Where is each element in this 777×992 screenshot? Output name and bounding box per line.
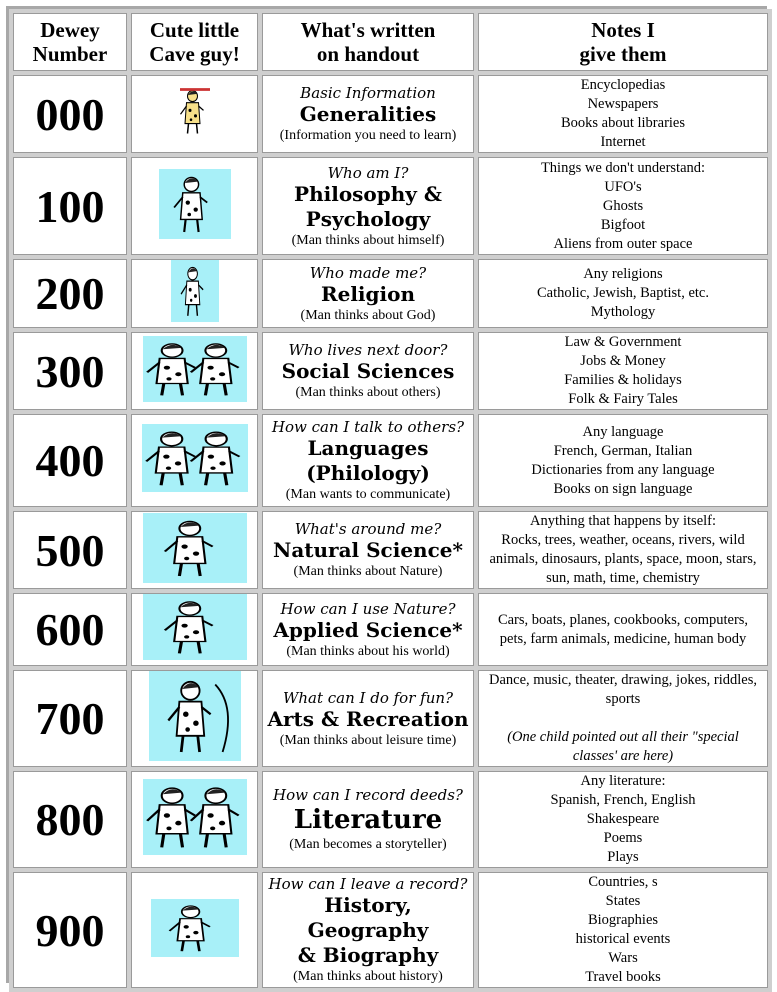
handout-subtitle: (Information you need to learn) bbox=[279, 128, 457, 143]
notes-cell bbox=[478, 332, 768, 410]
header-notes: Notes I give them bbox=[478, 13, 768, 71]
note-line: Dictionaries from any language bbox=[531, 461, 715, 478]
note-line: Law & Government bbox=[564, 334, 682, 350]
caveman-icon bbox=[149, 671, 241, 761]
cave-guy-picture bbox=[151, 899, 239, 957]
dewey-table bbox=[9, 9, 772, 992]
handout-cell bbox=[262, 670, 474, 767]
dewey-number: 100 bbox=[13, 157, 127, 255]
handout-question: How can I talk to others? bbox=[271, 418, 465, 436]
handout-title-line2: Psychology bbox=[305, 206, 431, 231]
note-line: Mythology bbox=[590, 304, 656, 320]
notes-cell bbox=[478, 414, 768, 507]
table-row bbox=[13, 872, 768, 988]
handout-subtitle: (Man wants to communicate) bbox=[285, 487, 451, 502]
handout-title: Languages bbox=[307, 436, 429, 460]
handout-cell bbox=[262, 593, 474, 666]
notes-cell bbox=[478, 511, 768, 589]
table-row bbox=[13, 75, 768, 153]
handout-subtitle: (Man becomes a storyteller) bbox=[289, 837, 447, 852]
dewey-number: 300 bbox=[13, 332, 127, 410]
handout-question: Who am I? bbox=[327, 163, 409, 182]
handout-subtitle: (Man thinks about history) bbox=[293, 969, 443, 984]
handout-subtitle: (Man thinks about others) bbox=[295, 385, 441, 400]
cave-guy-cell bbox=[131, 670, 258, 767]
handout-cell bbox=[262, 75, 474, 153]
cave-guy-picture bbox=[142, 424, 248, 492]
handout-title: Religion bbox=[320, 281, 415, 306]
cave-guy-cell bbox=[131, 872, 258, 988]
handout-question: Basic Information bbox=[300, 84, 436, 102]
handout-cell bbox=[262, 157, 474, 255]
note-line: Newspapers bbox=[587, 96, 659, 112]
note-line: Books on sign language bbox=[553, 480, 693, 497]
table-row bbox=[13, 157, 768, 255]
notes-cell bbox=[478, 75, 768, 153]
note-line: pets, farm animals, medicine, human body bbox=[499, 630, 747, 647]
note-line: Bigfoot bbox=[600, 216, 646, 233]
note-line: Catholic, Jewish, Baptist, etc. bbox=[537, 285, 709, 301]
note-italic-line: classes' are here) bbox=[572, 748, 674, 764]
note-line: sports bbox=[605, 691, 641, 707]
header-dewey-number: Dewey Number bbox=[13, 13, 127, 71]
cave-guy-cell bbox=[131, 259, 258, 328]
handout-subtitle: (Man thinks about himself) bbox=[291, 232, 445, 248]
table-row bbox=[13, 593, 768, 666]
dewey-number: 400 bbox=[13, 414, 127, 507]
cave-guy-cell bbox=[131, 332, 258, 410]
handout-cell bbox=[262, 771, 474, 868]
note-line: States bbox=[605, 893, 641, 909]
handout-title: Applied Science* bbox=[273, 617, 463, 642]
handout-question: How can I leave a record? bbox=[268, 875, 468, 893]
note-spacer bbox=[482, 709, 764, 728]
dewey-number: 500 bbox=[13, 511, 127, 589]
notes-cell bbox=[478, 157, 768, 255]
note-line: Folk & Fairy Tales bbox=[568, 391, 678, 407]
table-row bbox=[13, 259, 768, 328]
cave-guy-picture bbox=[143, 336, 247, 402]
handout-question: Who made me? bbox=[309, 263, 427, 282]
handout-subtitle: (Man thinks about God) bbox=[300, 307, 436, 323]
cave-guy-picture bbox=[143, 779, 247, 855]
cave-guy-picture bbox=[149, 671, 241, 761]
handout-cell bbox=[262, 414, 474, 507]
dewey-number: 700 bbox=[13, 670, 127, 767]
note-line: Spanish, French, English bbox=[550, 792, 696, 808]
handout-title: Arts & Recreation bbox=[267, 706, 469, 731]
handout-cell bbox=[262, 332, 474, 410]
note-line: Poems bbox=[603, 830, 643, 846]
caveman-icon bbox=[151, 899, 239, 957]
handout-cell bbox=[262, 872, 474, 988]
note-line: Ghosts bbox=[602, 197, 644, 214]
notes-cell bbox=[478, 771, 768, 868]
note-line: UFO's bbox=[604, 178, 642, 195]
table-row bbox=[13, 771, 768, 868]
note-line: Biographies bbox=[587, 912, 659, 928]
handout-title: History, Geography bbox=[307, 893, 429, 942]
handout-cell bbox=[262, 259, 474, 328]
note-line: animals, dinosaurs, plants, space, moon, stars, bbox=[489, 551, 757, 567]
note-line: Any language bbox=[582, 423, 664, 440]
cave-guy-picture bbox=[143, 513, 247, 583]
handout-title: Generalities bbox=[299, 102, 437, 126]
note-line: Plays bbox=[607, 849, 639, 865]
header-row bbox=[13, 13, 768, 71]
cave-guy-picture bbox=[170, 84, 220, 139]
table-row bbox=[13, 332, 768, 410]
cave-guy-picture bbox=[159, 169, 231, 239]
note-line: Families & holidays bbox=[564, 372, 682, 388]
handout-title: Literature bbox=[293, 805, 443, 835]
table-row bbox=[13, 414, 768, 507]
cave-guy-cell bbox=[131, 593, 258, 666]
note-line: Any religions bbox=[583, 266, 663, 282]
cave-guy-cell bbox=[131, 414, 258, 507]
note-line: Cars, boats, planes, cookbooks, computers, bbox=[497, 611, 749, 628]
handout-subtitle: (Man thinks about leisure time) bbox=[279, 732, 457, 748]
handout-question: Who lives next door? bbox=[288, 341, 448, 359]
note-line: sun, math, time, chemistry bbox=[546, 570, 700, 586]
handout-question: What can I do for fun? bbox=[282, 688, 454, 707]
cave-guy-picture bbox=[143, 594, 247, 660]
note-line: French, German, Italian bbox=[553, 442, 693, 459]
handout-title: Social Sciences bbox=[281, 359, 455, 383]
note-line: Internet bbox=[600, 134, 646, 150]
dewey-number: 600 bbox=[13, 593, 127, 666]
cave-guy-cell bbox=[131, 75, 258, 153]
header-cave-guy: Cute little Cave guy! bbox=[131, 13, 258, 71]
note-line: Shakespeare bbox=[586, 811, 660, 827]
note-line: Countries, s bbox=[588, 874, 658, 890]
handout-title-line2: (Philology) bbox=[306, 461, 430, 485]
handout-subtitle: (Man thinks about his world) bbox=[286, 643, 450, 659]
dewey-number: 900 bbox=[13, 872, 127, 988]
caveman-icon bbox=[143, 336, 247, 402]
dewey-number: 000 bbox=[13, 75, 127, 153]
note-line: Rocks, trees, weather, oceans, rivers, wild bbox=[501, 532, 745, 548]
handout-question: How can I record deeds? bbox=[273, 786, 463, 804]
caveman-icon bbox=[170, 84, 220, 139]
cave-guy-cell bbox=[131, 157, 258, 255]
table-row bbox=[13, 670, 768, 767]
note-line: Any literature: bbox=[580, 773, 666, 789]
caveman-icon bbox=[143, 513, 247, 583]
notes-cell bbox=[478, 259, 768, 328]
table-row bbox=[13, 511, 768, 589]
cave-guy-cell bbox=[131, 771, 258, 868]
header-handout: What's written on handout bbox=[262, 13, 474, 71]
dewey-number: 800 bbox=[13, 771, 127, 868]
handout-subtitle: (Man thinks about Nature) bbox=[293, 564, 443, 579]
cave-guy-picture bbox=[171, 260, 219, 322]
handout-question: What's around me? bbox=[294, 520, 442, 538]
note-italic-line: (One child pointed out all their "special bbox=[507, 729, 739, 745]
caveman-icon bbox=[143, 779, 247, 855]
notes-cell bbox=[478, 593, 768, 666]
note-line: Anything that happens by itself: bbox=[529, 513, 717, 529]
note-line: Dance, music, theater, drawing, jokes, riddles, bbox=[489, 672, 757, 688]
note-line: Travel books bbox=[585, 969, 661, 985]
note-line: Wars bbox=[608, 950, 638, 966]
caveman-icon bbox=[171, 260, 219, 322]
note-line: Aliens from outer space bbox=[553, 235, 693, 252]
note-line: Jobs & Money bbox=[580, 353, 666, 369]
caveman-icon bbox=[143, 594, 247, 660]
caveman-icon bbox=[159, 169, 231, 239]
notes-cell bbox=[478, 670, 768, 767]
handout-title: Natural Science* bbox=[273, 538, 463, 562]
note-line: historical events bbox=[575, 931, 671, 947]
caveman-icon bbox=[142, 424, 248, 492]
handout-title: Philosophy & bbox=[294, 181, 442, 206]
notes-cell bbox=[478, 872, 768, 988]
handout-question: How can I use Nature? bbox=[280, 599, 456, 618]
handout-cell bbox=[262, 511, 474, 589]
dewey-number: 200 bbox=[13, 259, 127, 328]
cave-guy-cell bbox=[131, 511, 258, 589]
note-line: Encyclopedias bbox=[580, 77, 666, 93]
handout-title-line2: & Biography bbox=[297, 943, 439, 967]
note-line: Things we don't understand: bbox=[540, 159, 706, 176]
note-line: Books about libraries bbox=[560, 115, 686, 131]
